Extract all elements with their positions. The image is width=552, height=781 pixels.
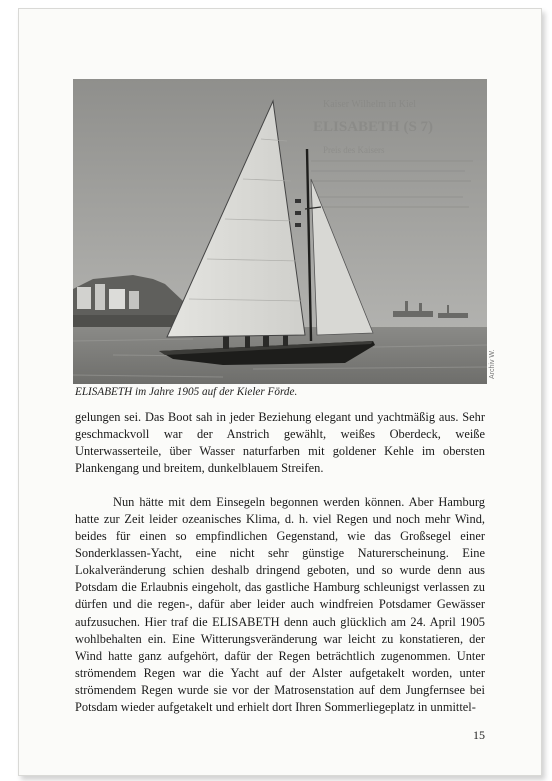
- book-page: [18, 8, 542, 776]
- sailing-yacht-photo: [73, 79, 487, 384]
- page-number: 15: [473, 728, 485, 742]
- show-through-text-1: Kaiser Wilhelm in Kiel: [323, 99, 417, 110]
- photo-credit: Archiv W.: [489, 349, 496, 379]
- paragraph-1: gelungen sei. Das Boot sah in jeder Beziehung elegant und yachtmäßig aus. Sehr geschmackvoll war der Anstrich gewählt, weißes Oberdeck, weiße Unterwasserteile, über Wasser naturfarben mit goldener Kehle im obersten Plankengang und breitem, dunkelblauem Streifen.: [75, 410, 485, 476]
- body-text: [75, 409, 485, 716]
- show-through-text-2: ELISABETH (S 7): [313, 119, 434, 135]
- photo-caption: ELISABETH im Jahre 1905 auf der Kieler Förde.: [75, 386, 298, 398]
- show-through-text-3: Preis des Kaisers: [323, 145, 385, 155]
- paragraph-2: Nun hätte mit dem Einsegeln begonnen werden können. Aber Hamburg hatte zur Zeit leider ozeanisches Klima, d. h. viel Regen und noch mehr Wind, beides für einen so empfindlichen Gegenstand, wie das Großsegel einer Sonderklassen-Yacht, eine nicht sehr günstige Naturerscheinung. Eine Lokalveränderung schien deshalb dringend geboten, und so wurde denn aus Potsdam die Erlaubnis eingeholt, das gastliche Hamburg schleunigst verlassen zu dürfen und die regen-, dafür aber leider auch windfreien Potsdamer Gewässer aufzusuchen. Hier traf die ELISABETH denn auch glücklich am 24. April 1905 wohlbehalten ein. Eine Witterungsveränderung war leicht zu konstatieren, der Wind hatte ganz aufgehört, dafür der Regen beträchtlich zugenommen. Unter strömendem Regen war die Yacht auf der Alster aufgetakelt worden, unter strömendem Regen wurde sie vor der Matrosenstation auf dem Jungfernsee bei Potsdam wieder aufgetakelt und erhielt dort Ihren Sommerliegeplatz in unmittel-: [75, 495, 485, 714]
